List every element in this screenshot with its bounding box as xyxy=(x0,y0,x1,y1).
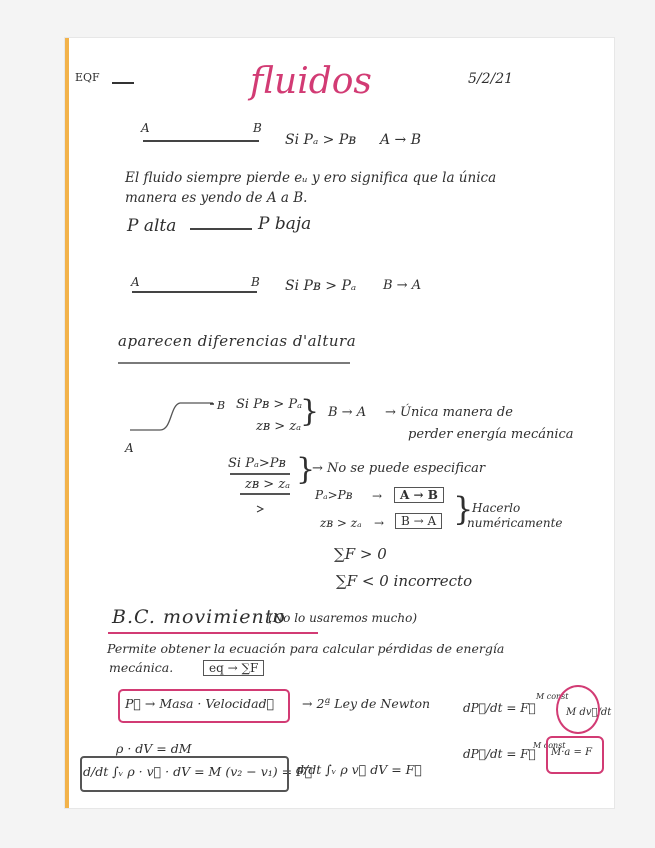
sub2-arrow: → xyxy=(374,516,385,530)
eq2: dP⃗/dt = F⃗ xyxy=(463,747,536,761)
p-alta-label: P alta xyxy=(127,216,177,236)
brace-note-line2: numéricamente xyxy=(467,516,563,530)
bc-heading-underline xyxy=(108,632,318,634)
case-brace: } xyxy=(296,452,316,487)
case1-note-line1: El fluido siempre pierde eᵤ y ero significa que la única xyxy=(125,170,497,186)
pink-box xyxy=(546,736,604,774)
brace-note-line1: Hacerlo xyxy=(472,501,521,515)
height-cond1: Si Pʙ > Pₐ xyxy=(236,397,303,412)
sub1-result-box: A → B xyxy=(394,487,444,503)
case-result: → No se puede especificar xyxy=(312,461,486,476)
height-cond2: zʙ > zₐ xyxy=(256,419,302,434)
case1-direction: A → B xyxy=(380,132,422,148)
sub2-cond: zʙ > zₐ xyxy=(320,516,362,530)
case2-point-b: B xyxy=(251,275,260,289)
case2-point-a: A xyxy=(131,275,140,289)
bc-heading-note: (No lo usaremos mucho) xyxy=(268,611,418,625)
pink-circle xyxy=(556,685,600,734)
case2-direction: B → A xyxy=(383,278,422,293)
eq2-right: M·a = F xyxy=(551,747,593,758)
sub2-result-box: B → A xyxy=(395,513,442,529)
integral-box xyxy=(80,756,289,792)
heights-heading: aparecen diferencias d'altura xyxy=(118,332,357,350)
integral-line: d/dt ∫ᵥ ρ · v⃗ · dV = M (v₂ − v₁) = F⃗ xyxy=(83,764,313,779)
sum-positive: ∑F > 0 xyxy=(334,545,387,563)
newton-law: → 2ª Ley de Newton xyxy=(302,696,431,711)
height-result-line2: perder energía mecánica xyxy=(408,427,574,442)
sub1-cond: Pₐ>Pʙ xyxy=(315,488,353,502)
case-cond2: zʙ > zₐ xyxy=(245,477,291,492)
case1-condition: Si Pₐ > Pʙ xyxy=(285,132,357,148)
eq1-right: M dv⃗/dt xyxy=(566,707,612,718)
sum-negative: ∑F < 0 incorrecto xyxy=(336,572,473,590)
p-baja-label: P baja xyxy=(258,214,312,234)
case1-point-a: A xyxy=(141,121,150,135)
rho-line: ρ · dV = dM xyxy=(116,741,192,756)
case1-point-b: B xyxy=(253,121,262,135)
page-date: 5/2/21 xyxy=(468,71,514,87)
bc-heading: B.C. movimiento xyxy=(112,606,286,628)
bc-eq-box: eq → ∑F xyxy=(203,660,264,676)
momentum-expr: P⃗ → Masa · Velocidad⃗ xyxy=(125,696,275,711)
sub-brace: } xyxy=(453,490,474,528)
case-cond1: Si Pₐ>Pʙ xyxy=(228,456,286,471)
case-cond2-underline xyxy=(240,493,290,495)
height-result-line1: → Única manera de xyxy=(385,405,513,420)
sub1-arrow: → xyxy=(372,489,383,503)
page-title: fluidos xyxy=(250,61,372,102)
subject-tag: EQF xyxy=(75,71,100,84)
integral-line2: d/dt ∫ᵥ ρ v⃗ dV = F⃗ xyxy=(296,762,422,777)
height-direction: B → A xyxy=(328,405,367,420)
height-brace: } xyxy=(300,394,320,429)
height-point-a: A xyxy=(125,441,134,455)
bc-desc-line2: mecánica. xyxy=(109,660,174,675)
eq1: dP⃗/dt = F⃗ xyxy=(463,701,536,715)
case-cond1-underline xyxy=(230,473,290,475)
eq1-label: M const xyxy=(536,692,569,701)
bc-desc-line1: Permite obtener la ecuación para calcular pérdidas de energía xyxy=(107,641,505,656)
height-point-b: B xyxy=(217,399,226,412)
case1-note-line2: manera es yendo de A a B. xyxy=(125,190,308,206)
case2-condition: Si Pʙ > Pₐ xyxy=(285,278,357,294)
eq2-label: M const xyxy=(533,741,566,750)
